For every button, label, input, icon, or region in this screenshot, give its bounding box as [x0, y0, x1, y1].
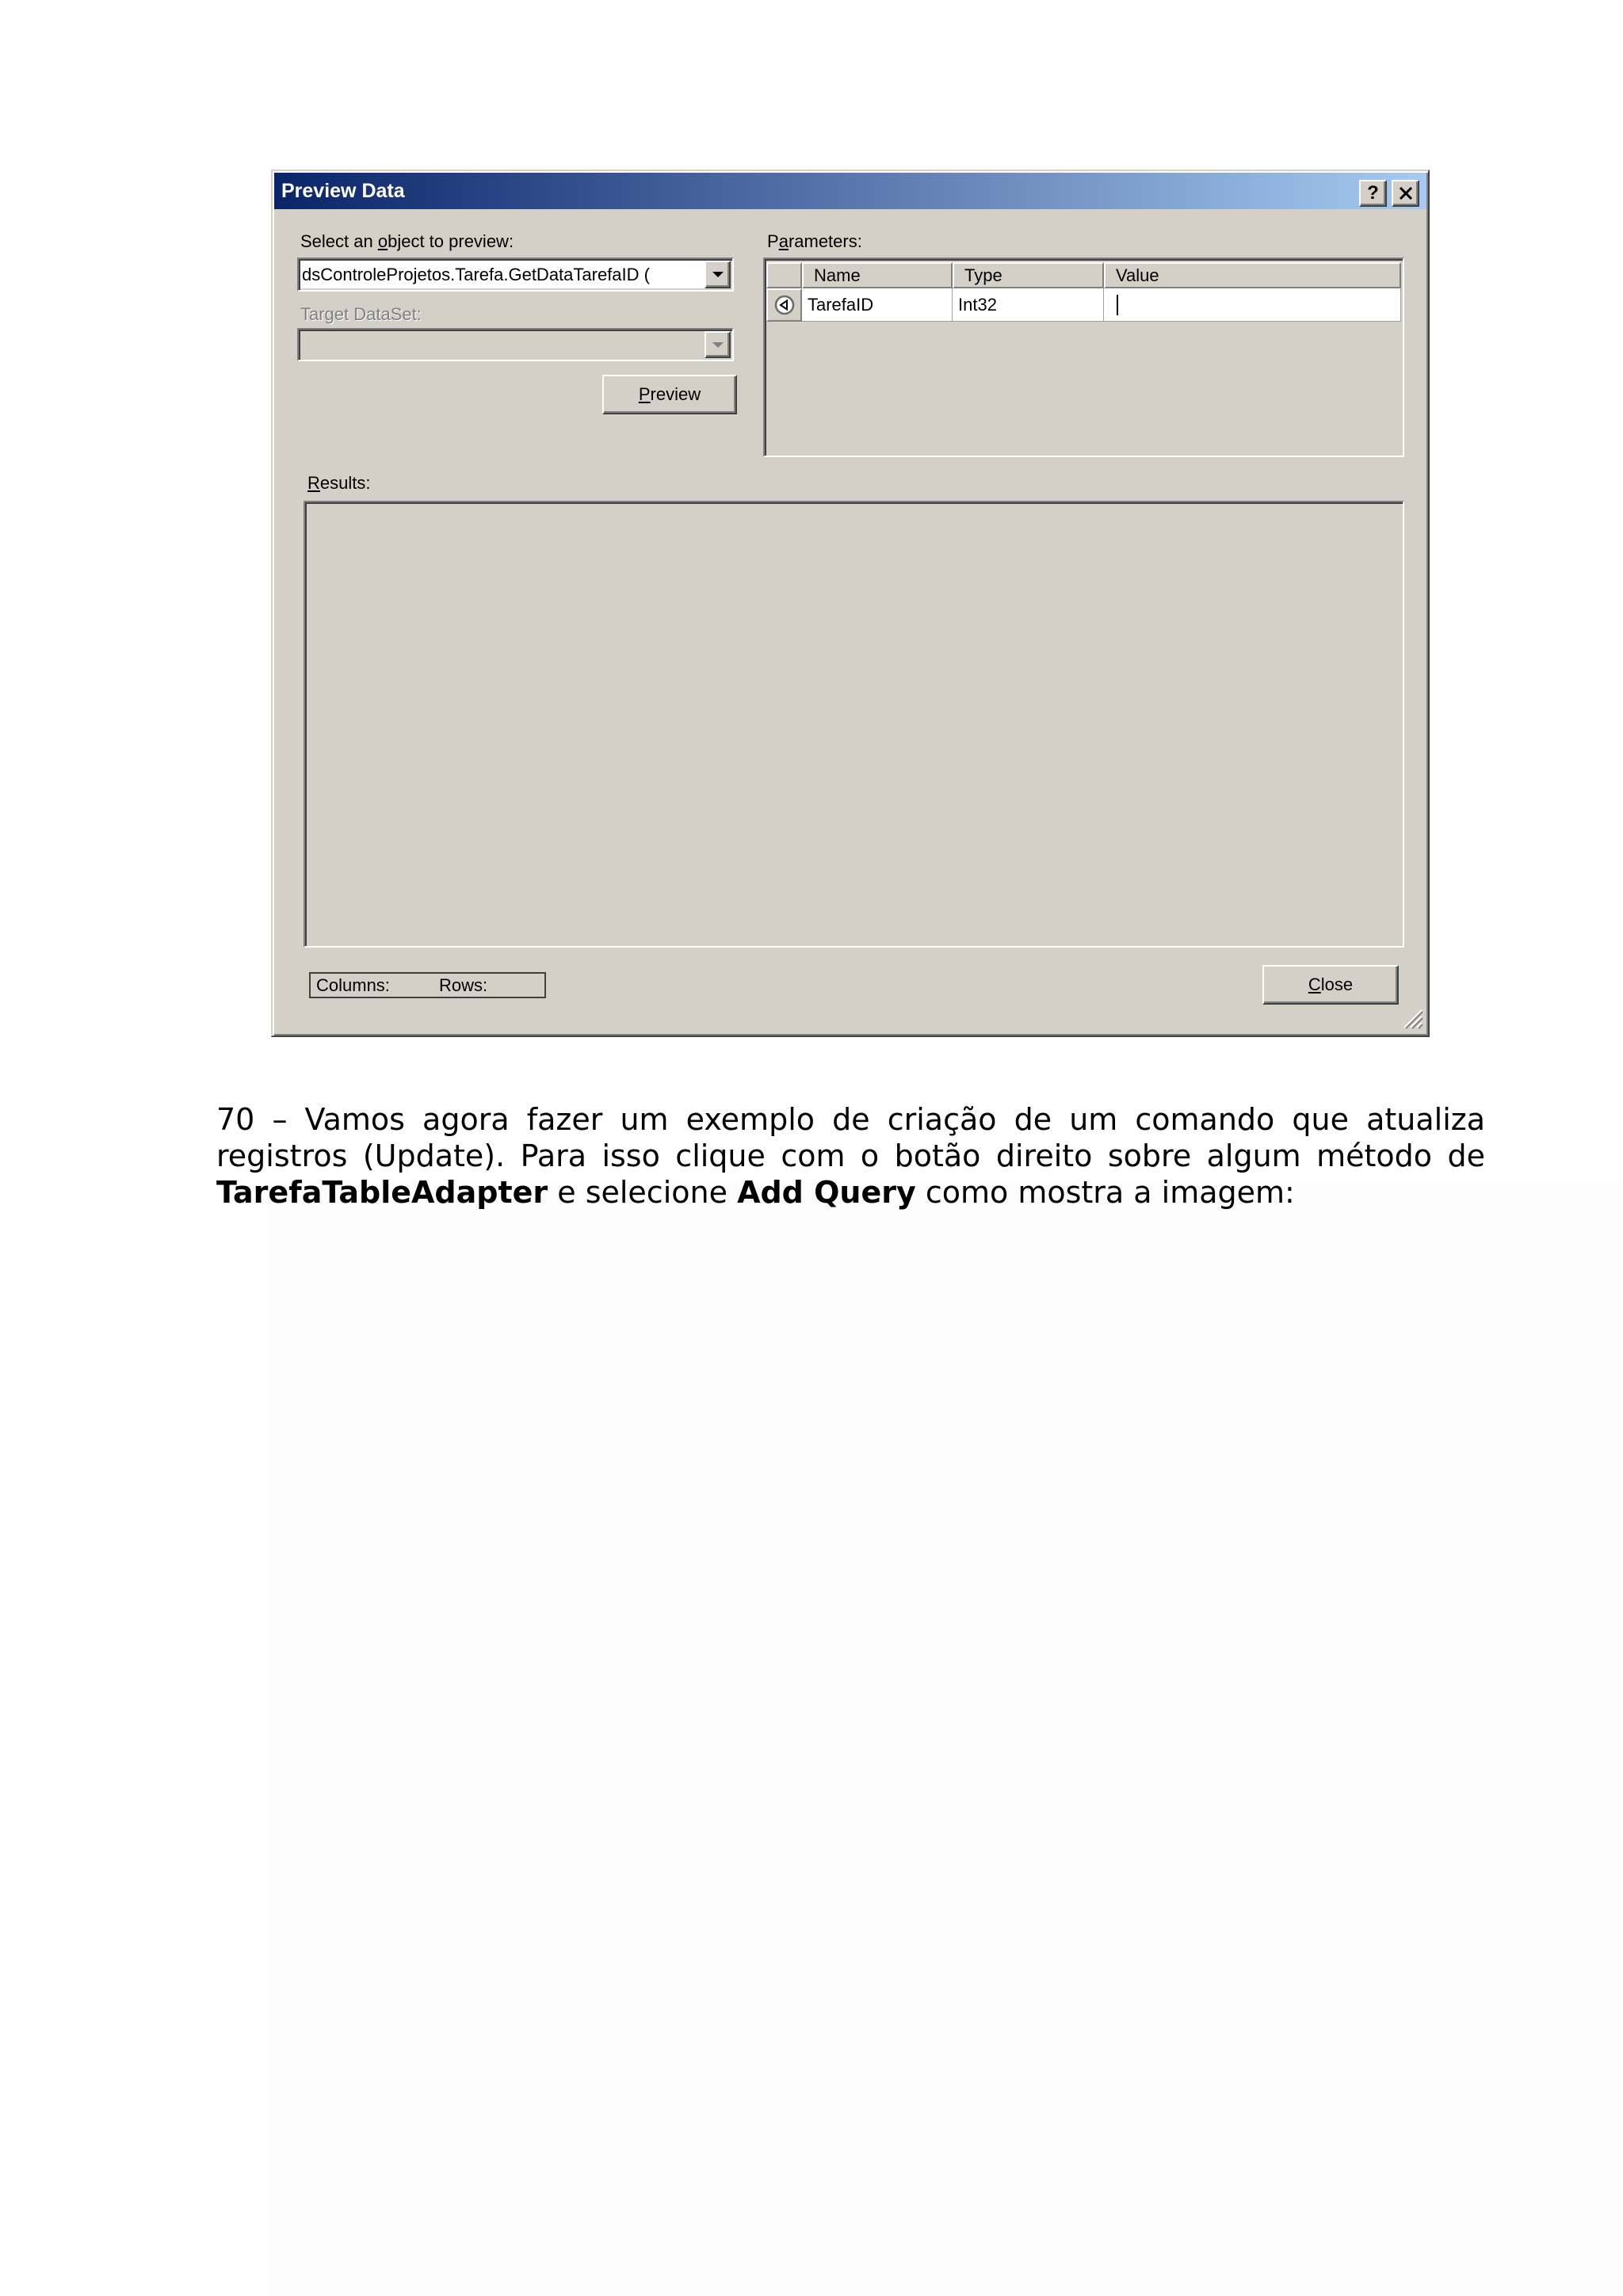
rows-count-label: Rows:	[439, 975, 488, 995]
paragraph-bold-term: TarefaTableAdapter	[216, 1175, 548, 1210]
status-box	[309, 972, 546, 998]
paragraph-text: e selecione	[548, 1175, 738, 1210]
column-header-value[interactable]: Value	[1104, 262, 1401, 288]
next-figure-area	[268, 1183, 1623, 2296]
column-header-name[interactable]: Name	[802, 262, 953, 288]
table-row	[766, 288, 1401, 322]
select-object-combo[interactable]	[297, 257, 734, 292]
select-object-value: dsControleProjetos.Tarefa.GetDataTarefaID (	[302, 265, 650, 284]
preview-data-dialog	[271, 170, 1430, 1037]
row-selector[interactable]	[766, 288, 802, 322]
preview-button-label: Preview	[638, 384, 701, 404]
text-cursor	[1117, 295, 1118, 315]
preview-button[interactable]	[602, 375, 737, 414]
chevron-down-icon	[712, 342, 724, 348]
close-button-label: Close	[1308, 974, 1354, 994]
parameter-type-cell: Int32	[953, 288, 1104, 322]
parameter-value-input[interactable]	[1104, 288, 1401, 322]
target-dataset-dropdown-button	[705, 331, 731, 358]
results-grid	[304, 501, 1404, 948]
dialog-title: Preview Data	[281, 180, 405, 202]
paragraph-text: 70 – Vamos agora fazer um exemplo de criação de um comando que atualiza registros (Update). Para isso clique com o botão direito sobre algum método de	[216, 1102, 1485, 1173]
paragraph-bold-term: Add Query	[737, 1175, 916, 1210]
chevron-down-icon	[712, 272, 724, 277]
parameters-grid	[763, 257, 1404, 457]
columns-count-label: Columns:	[316, 975, 390, 995]
target-dataset-label: Target DataSet:	[300, 304, 422, 324]
resize-grip-icon[interactable]	[1401, 1007, 1423, 1029]
title-bar[interactable]	[274, 173, 1426, 209]
select-object-dropdown-button[interactable]	[705, 261, 731, 288]
parameter-name-cell: TarefaID	[802, 288, 953, 322]
instruction-paragraph	[216, 1101, 1485, 1211]
close-icon	[1399, 187, 1413, 200]
column-header-type[interactable]: Type	[953, 262, 1104, 288]
parameters-label: Parameters:	[767, 231, 862, 251]
help-button[interactable]	[1359, 180, 1387, 207]
close-window-button[interactable]	[1392, 180, 1419, 207]
select-object-label: Select an object to preview:	[300, 231, 514, 251]
help-icon: ?	[1367, 182, 1379, 204]
row-selector-header	[766, 262, 802, 288]
target-dataset-combo	[297, 328, 734, 361]
input-parameter-icon	[773, 294, 796, 316]
parameters-header-row	[766, 262, 1401, 288]
results-label: Results:	[307, 473, 371, 493]
paragraph-text: como mostra a imagem:	[915, 1175, 1295, 1210]
close-button[interactable]	[1262, 965, 1399, 1005]
